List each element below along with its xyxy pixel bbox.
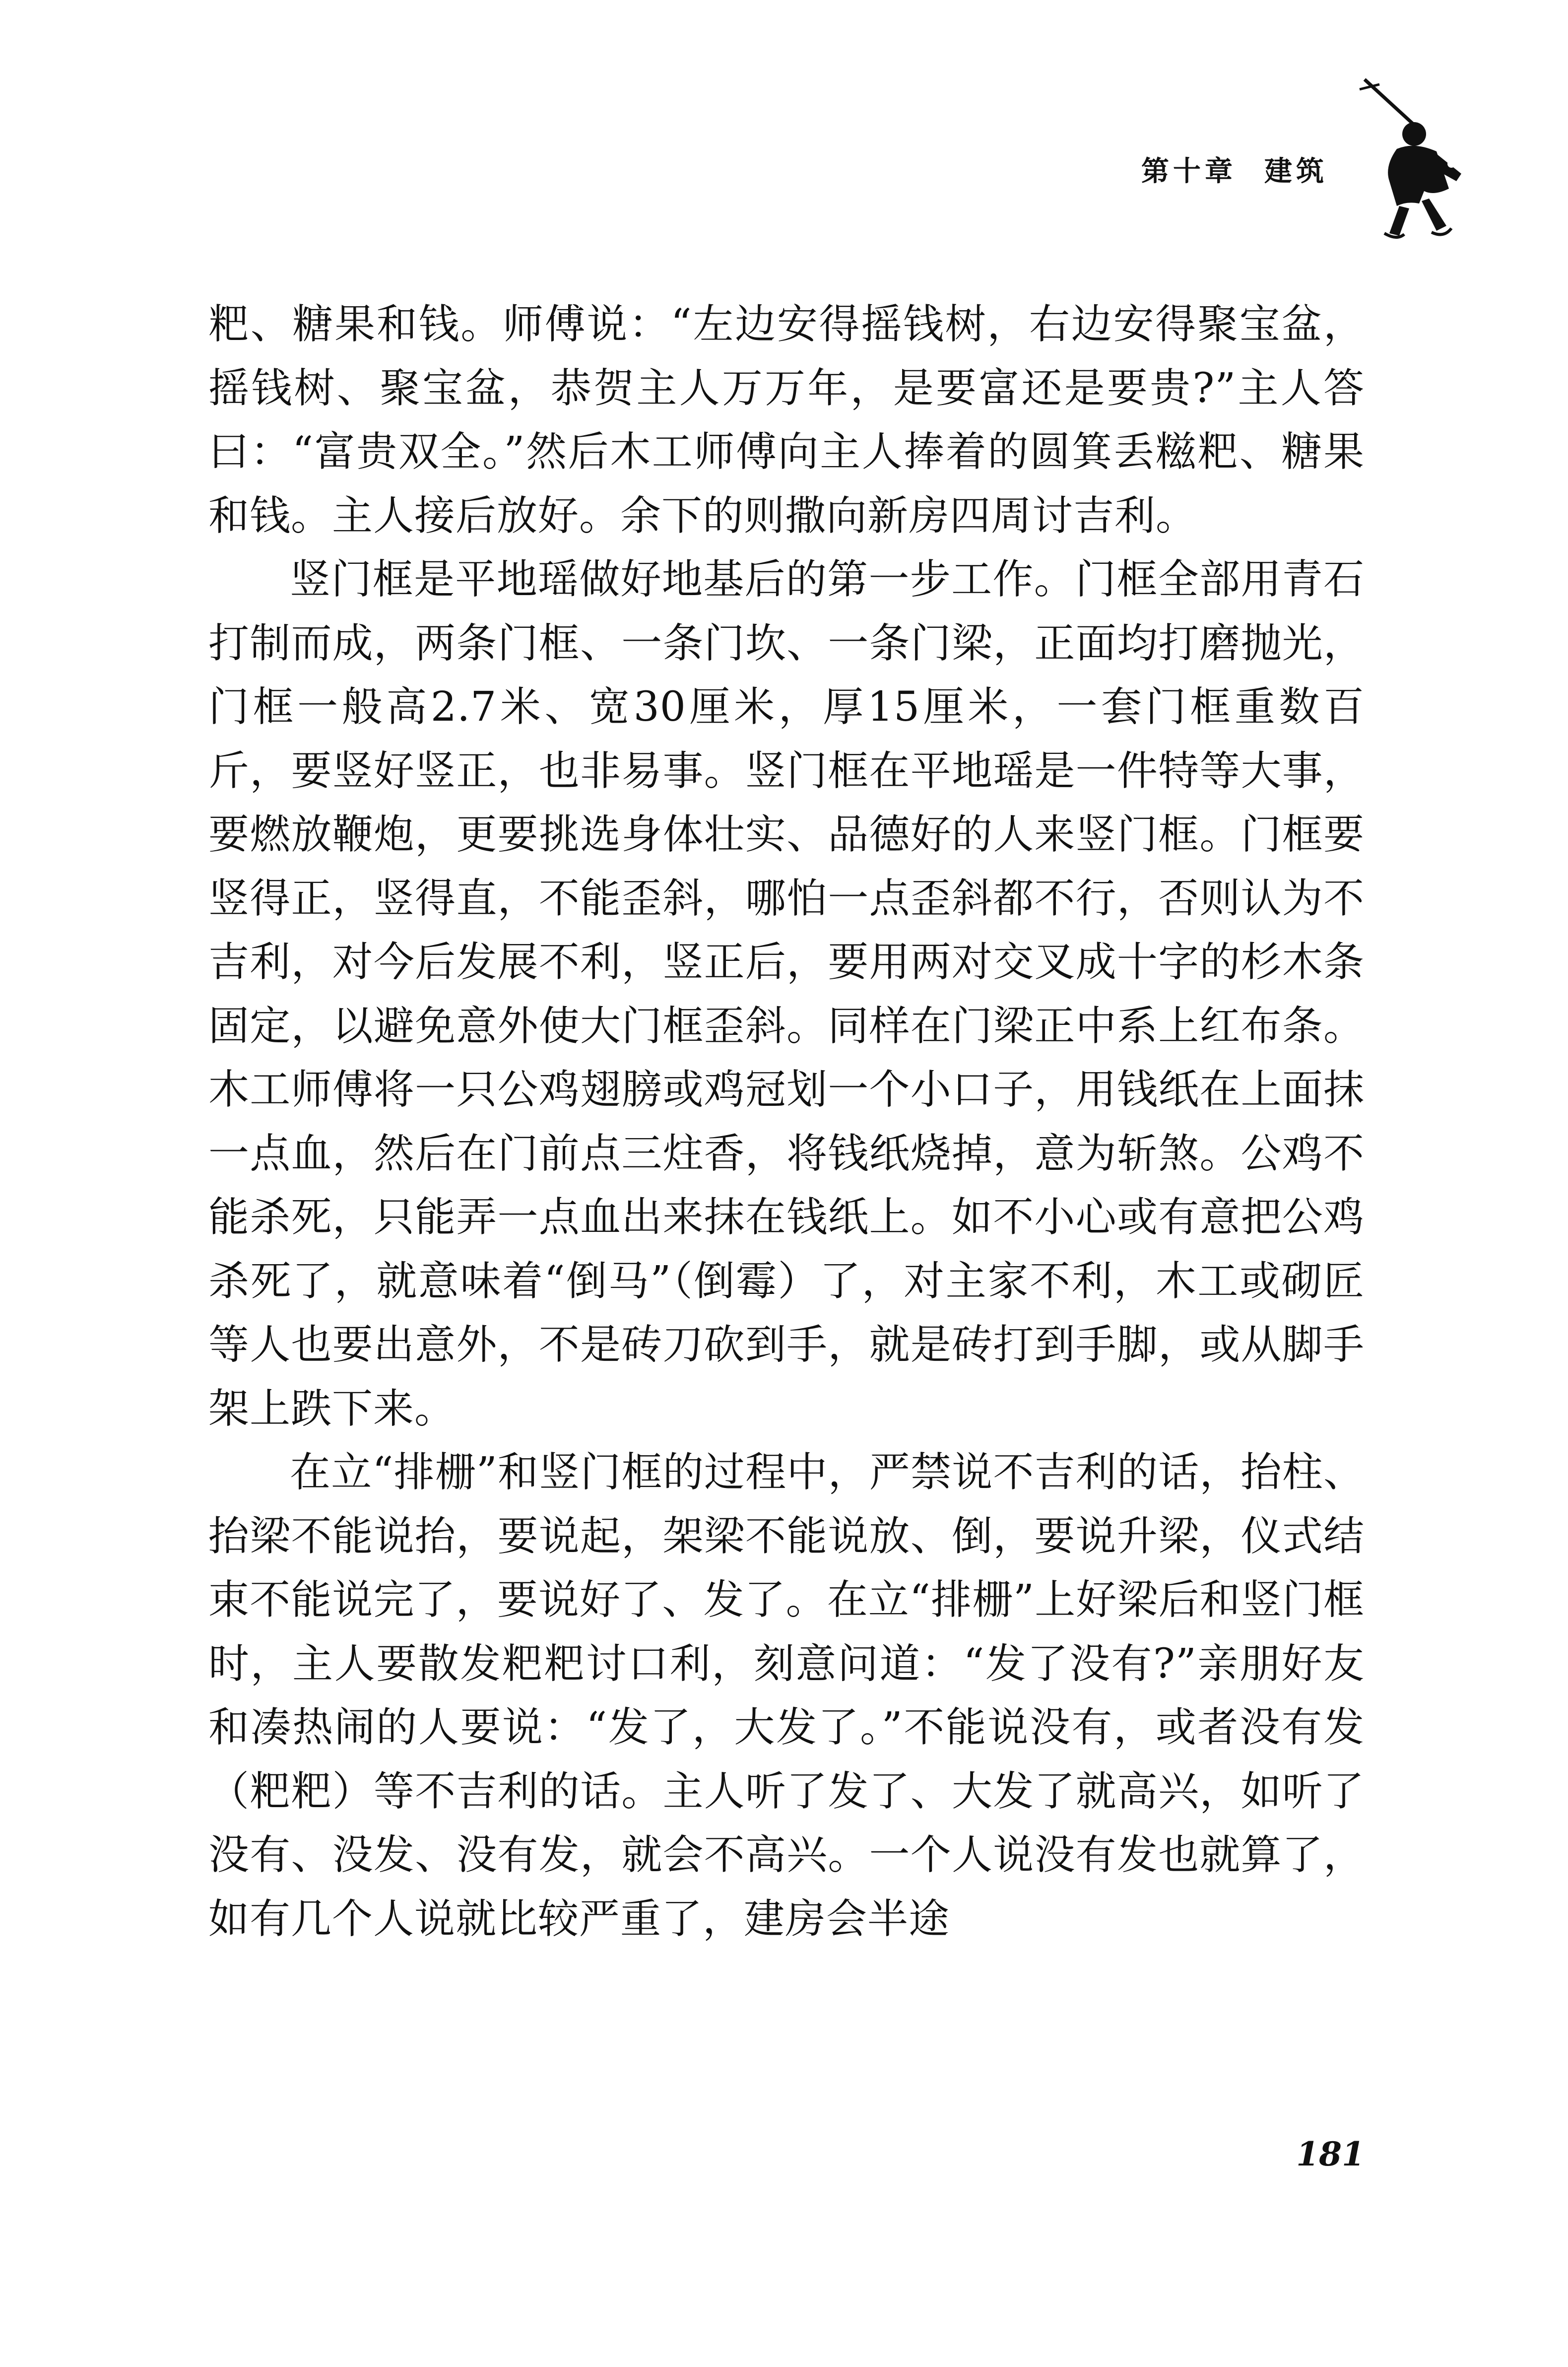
warrior-figure-icon bbox=[1350, 74, 1469, 243]
body-text bbox=[208, 293, 1365, 1951]
section-label: 建筑 bbox=[1264, 155, 1328, 188]
page-number: 181 bbox=[1296, 2135, 1365, 2173]
running-head bbox=[1141, 149, 1365, 194]
paragraph-continued: 粑、糖果和钱。师傅说：“左边安得摇钱树，右边安得聚宝盆，摇钱树、聚宝盆，恭贺主人万万年，是要富还是要贵?”主人答曰：“富贵双全。”然后木工师傅向主人捧着的圆箕丢糍粑、糖果和钱。主人接后放好。余下的则撒向新房四周讨吉利。 bbox=[208, 301, 1365, 540]
paragraph-door-frame: 竖门框是平地瑶做好地基后的第一步工作。门框全部用青石打制而成，两条门框、一条门坎、一条门梁，正面均打磨抛光，门框一般高2.7米、宽30厘米，厚15厘米，一套门框重数百斤，要竖好竖正，也非易事。竖门框在平地瑶是一件特等大事，要燃放鞭炮，更要挑选身体壮实、品德好的人来竖门框。门框要竖得正，竖得直，不能歪斜，哪怕一点歪斜都不行，否则认为不吉利，对今后发展不利，竖正后，要用两对交叉成十字的杉木条固定，以避免意外使大门框歪斜。同样在门梁正中系上红布条。木工师傅将一只公鸡翅膀或鸡冠划一个小口子，用钱纸在上面抹一点血，然后在门前点三炷香，将钱纸烧掉，意为斩煞。公鸡不能杀死，只能弄一点血出来抹在钱纸上。如不小心或有意把公鸡杀死了，就意味着“倒马”（倒霉）了，对主家不利，木工或砌匠等人也要出意外，不是砖刀砍到手，就是砖打到手脚，或从脚手架上跌下来。 bbox=[208, 556, 1365, 1432]
chapter-label: 第十章 bbox=[1141, 155, 1237, 188]
paragraph-taboo-words: 在立“排栅”和竖门框的过程中，严禁说不吉利的话，抬柱、抬梁不能说抬，要说起，架梁不能说放、倒，要说升梁，仪式结束不能说完了，要说好了、发了。在立“排栅”上好梁后和竖门框时，主人要散发粑粑讨口利，刻意问道：“发了没有?”亲朋好友和凑热闹的人要说：“发了，大发了。”不能说没有，或者没有发（粑粑）等不吉利的话。主人听了发了、大发了就高兴，如听了没有、没发、没有发，就会不高兴。一个人说没有发也就算了，如有几个人说就比较严重了，建房会半途 bbox=[208, 1449, 1365, 1943]
